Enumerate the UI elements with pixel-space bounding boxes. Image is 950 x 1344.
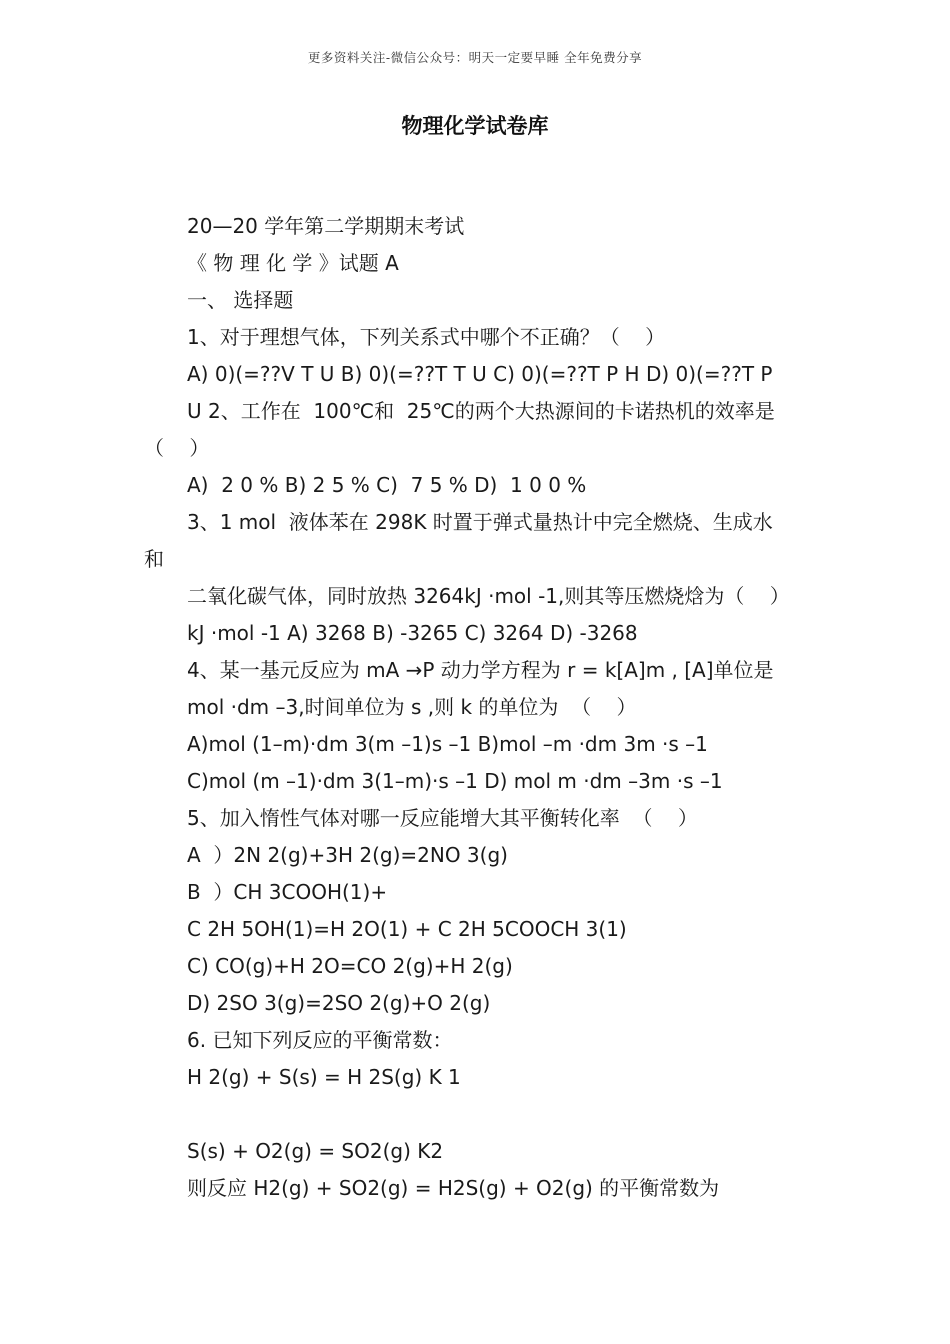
question-4-options: A)mol (1–m)·dm 3(m –1)s –1 B)mol –m ·dm 3m ·s –1 (187, 732, 708, 756)
text-line: 20—20 学年第二学期期末考试 (187, 214, 465, 238)
question-1-options: A) 0)(=??V T U B) 0)(=??T T U C) 0)(=??T P H D) 0)(=??T P (187, 362, 773, 386)
question-2-options: A) 2 0 % B) 2 5 % C) 7 5 % D) 1 0 0 % (187, 473, 587, 497)
question-5-option-c: C) CO(g)+H 2O=CO 2(g)+H 2(g) (187, 954, 513, 978)
question-6-continued: 则反应 H2(g) + SO2(g) = H2S(g) + O2(g) 的平衡常数为 (187, 1176, 720, 1200)
document-body (144, 208, 824, 1207)
question-2-continued: （ ） (144, 436, 210, 460)
header-note: 更多资料关注-微信公众号：明天一定要早睡 全年免费分享 (307, 50, 643, 65)
question-5: 5、加入惰性气体对哪一反应能增大其平衡转化率 （ ） (187, 806, 698, 830)
question-6: 6. 已知下列反应的平衡常数： (187, 1028, 453, 1052)
question-3-continued: 和 (144, 547, 164, 571)
question-4-continued: mol ·dm –3,时间单位为 s ,则 k 的单位为 （ ） (187, 695, 637, 719)
blank-line (144, 1096, 824, 1133)
question-6-reaction-1: H 2(g) + S(s) = H 2S(g) K 1 (187, 1065, 461, 1089)
question-1: 1、对于理想气体，下列关系式中哪个不正确？（ ） (187, 325, 666, 349)
question-5-option-b: B ）CH 3COOH(1)+ (187, 880, 388, 904)
text-line: 《 物 理 化 学 》试题 A (187, 251, 399, 275)
question-4-options: C)mol (m –1)·dm 3(1–m)·s –1 D) mol m ·dm –3m ·s –1 (187, 769, 723, 793)
question-3-continued: 二氧化碳气体，同时放热 3264kJ ·mol -1,则其等压燃烧焓为（ ） (187, 584, 790, 608)
question-3-options: kJ ·mol -1 A) 3268 B) -3265 C) 3264 D) -3268 (187, 621, 638, 645)
question-5-option-d: D) 2SO 3(g)=2SO 2(g)+O 2(g) (187, 991, 491, 1015)
question-4: 4、某一基元反应为 mA →P 动力学方程为 r = k[A]m , [A]单位是 (187, 658, 774, 682)
question-5-option-b: C 2H 5OH(1)=H 2O(1) + C 2H 5COOCH 3(1) (187, 917, 627, 941)
section-heading: 一、 选择题 (187, 288, 294, 312)
document-title: 物理化学试卷库 (401, 114, 549, 138)
question-6-reaction-2: S(s) + O2(g) = SO2(g) K2 (187, 1139, 444, 1163)
question-3: 3、1 mol 液体苯在 298K 时置于弹式量热计中完全燃烧、生成水 (187, 510, 773, 534)
question-5-option-a: A ）2N 2(g)+3H 2(g)=2NO 3(g) (187, 843, 508, 867)
question-2: U 2、工作在 100℃和 25℃的两个大热源间的卡诺热机的效率是 (187, 399, 775, 423)
